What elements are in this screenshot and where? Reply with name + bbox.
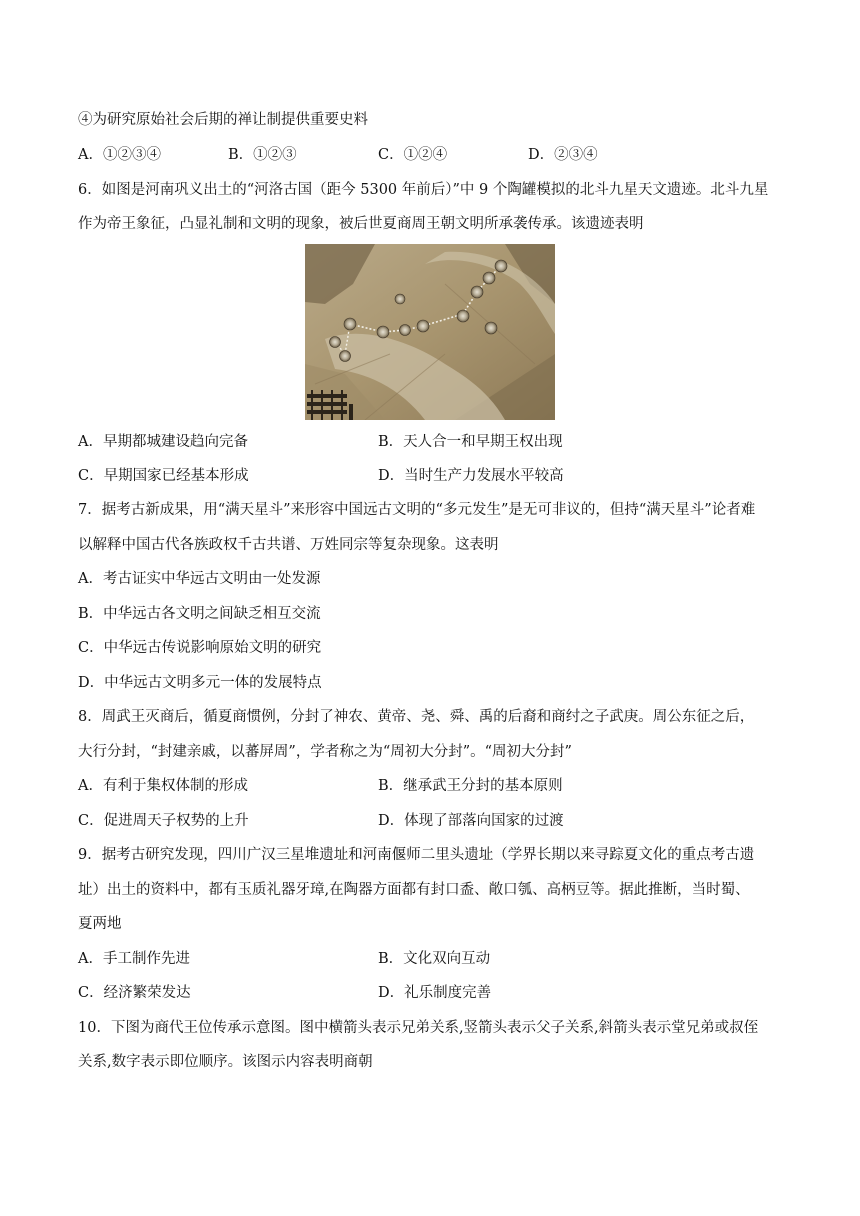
q6-stem-line-2: 作为帝王象征，凸显礼制和文明的现象，被后世夏商周王朝文明所承袭传承。该遗迹表明 — [78, 216, 644, 232]
q9-stem-line-1: 9．据考古研究发现，四川广汉三星堆遗址和河南偃师二里头遗址（学界长期以来寻踪夏文化的重点考古遗 — [78, 847, 755, 863]
q9-stem-line-3: 夏两地 — [78, 916, 122, 932]
q5-option-a: A．①②③④ — [78, 147, 161, 163]
q6-stem-line-1: 6．如图是河南巩义出土的“河洛古国（距今 5300 年前后）”中 9 个陶罐模拟的北斗九星天文遗迹。北斗九星 — [78, 182, 769, 198]
q9-option-b: B．文化双向互动 — [378, 951, 491, 967]
q7-option-c: C．中华远古传说影响原始文明的研究 — [78, 640, 322, 656]
q5-item-4: ④为研究原始社会后期的禅让制提供重要史料 — [78, 112, 368, 128]
q8-option-a: A．有利于集权体制的形成 — [78, 778, 248, 794]
q6-option-b: B．天人合一和早期王权出现 — [378, 434, 563, 450]
q9-option-d: D．礼乐制度完善 — [378, 985, 492, 1001]
q5-option-d: D．②③④ — [528, 147, 598, 163]
q9-option-c: C．经济繁荣发达 — [78, 985, 191, 1001]
q7-option-d: D．中华远古文明多元一体的发展特点 — [78, 675, 322, 691]
q8-option-b: B．继承武王分封的基本原则 — [378, 778, 563, 794]
q6-option-a: A．早期都城建设趋向完备 — [78, 434, 248, 450]
q5-option-c: C．①②④ — [378, 147, 448, 163]
dipper-relic-photo — [305, 244, 555, 420]
q6-option-c: C．早期国家已经基本形成 — [78, 468, 249, 484]
q7-option-a: A．考古证实中华远古文明由一处发源 — [78, 571, 321, 587]
q10-stem-line-2: 关系,数字表示即位顺序。该图示内容表明商朝 — [78, 1054, 373, 1070]
q9-option-a: A．手工制作先进 — [78, 951, 190, 967]
q7-stem-line-2: 以解释中国古代各族政权千古共谱、万姓同宗等复杂现象。这表明 — [78, 537, 499, 553]
q7-option-b: B．中华远古各文明之间缺乏相互交流 — [78, 606, 321, 622]
q10-stem-line-1: 10．下图为商代王位传承示意图。图中横箭头表示兄弟关系,竖箭头表示父子关系,斜箭头表示堂兄弟或叔侄 — [78, 1020, 759, 1036]
q8-stem-line-2: 大行分封，“封建亲戚，以蕃屏周”，学者称之为“周初大分封”。“周初大分封” — [78, 744, 572, 760]
q7-stem-line-1: 7．据考古新成果，用“满天星斗”来形容中国远古文明的“多元发生”是无可非议的，但持“满天星斗”论者难 — [78, 502, 756, 518]
q8-stem-line-1: 8．周武王灭商后，循夏商惯例，分封了神农、黄帝、尧、舜、禹的后裔和商纣之子武庚。周公东征之后， — [78, 709, 755, 725]
q8-option-c: C．促进周天子权势的上升 — [78, 813, 249, 829]
q5-option-b: B．①②③ — [228, 147, 297, 163]
q9-stem-line-2: 址）出土的资料中，都有玉质礼器牙璋,在陶器方面都有封口盉、敞口瓠、高柄豆等。据此推断，当时蜀、 — [78, 882, 750, 898]
q6-option-d: D．当时生产力发展水平较高 — [378, 468, 564, 484]
q8-option-d: D．体现了部落向国家的过渡 — [378, 813, 564, 829]
